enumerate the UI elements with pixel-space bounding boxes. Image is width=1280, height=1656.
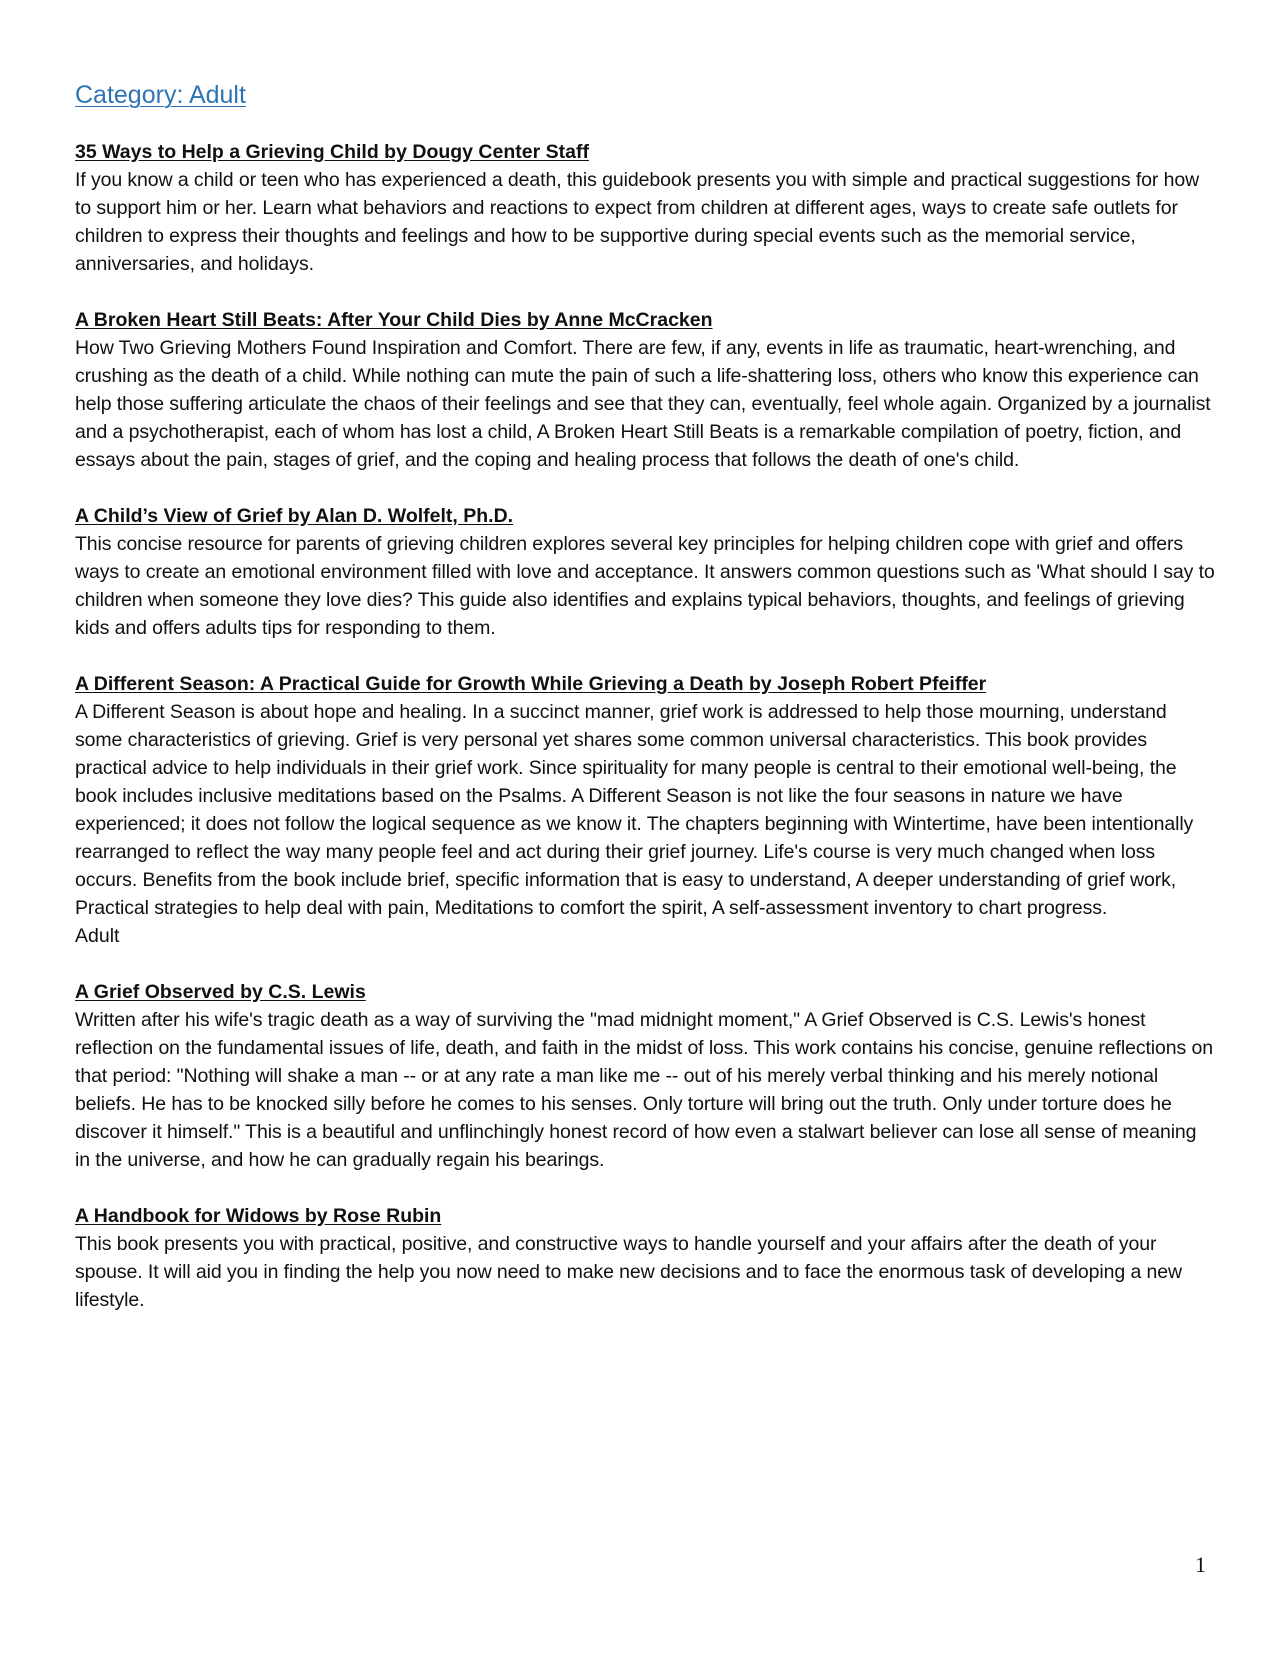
book-entry-3	[75, 502, 1215, 642]
book-audience-note: Adult	[75, 925, 120, 947]
book-entry-4	[75, 670, 1215, 950]
book-title: A Different Season: A Practical Guide for Growth While Grieving a Death by Joseph Robert Pfeiffer	[75, 673, 987, 695]
book-entry-2	[75, 306, 1215, 474]
book-entry-5	[75, 978, 1215, 1174]
document-page	[75, 78, 1215, 1342]
book-description: Written after his wife's tragic death as a way of surviving the "mad midnight moment," A Grief Observed is C.S. Lewis's honest reflection on the fundamental issues of life, death, and faith in the midst of loss. This work contains his concise, genuine reflections on that period: "Nothing will shake a man -- or at any rate a man like me -- out of his merely verbal thinking and his merely notional beliefs. He has to be knocked silly before he comes to his senses. Only torture will bring out the truth. Only under torture does he discover it himself." This is a beautiful and unflinchingly honest record of how even a stalwart believer can lose all sense of meaning in the universe, and how he can gradually regain his bearings.	[75, 1009, 1213, 1171]
book-title: A Grief Observed by C.S. Lewis	[75, 981, 366, 1003]
category-heading: Category: Adult	[75, 81, 246, 109]
book-title: 35 Ways to Help a Grieving Child by Dougy Center Staff	[75, 141, 589, 163]
book-description: This book presents you with practical, positive, and constructive ways to handle yourself and your affairs after the death of your spouse. It will aid you in finding the help you now need to make new decisions and to face the enormous task of developing a new lifestyle.	[75, 1233, 1182, 1311]
book-description: How Two Grieving Mothers Found Inspiration and Comfort. There are few, if any, events in life as traumatic, heart-wrenching, and crushing as the death of a child. While nothing can mute the pain of such a life-shattering loss, others who know this experience can help those suffering articulate the chaos of their feelings and see that they can, eventually, feel whole again. Organized by a journalist and a psychotherapist, each of whom has lost a child, A Broken Heart Still Beats is a remarkable compilation of poetry, fiction, and essays about the pain, stages of grief, and the coping and healing process that follows the death of one's child.	[75, 337, 1211, 471]
book-title: A Child’s View of Grief by Alan D. Wolfelt, Ph.D.	[75, 505, 514, 527]
book-title: A Broken Heart Still Beats: After Your Child Dies by Anne McCracken	[75, 309, 713, 331]
book-description: If you know a child or teen who has experienced a death, this guidebook presents you with simple and practical suggestions for how to support him or her. Learn what behaviors and reactions to expect from children at different ages, ways to create safe outlets for children to express their thoughts and feelings and how to be supportive during special events such as the memorial service, anniversaries, and holidays.	[75, 169, 1200, 275]
book-title: A Handbook for Widows by Rose Rubin	[75, 1205, 442, 1227]
book-description: A Different Season is about hope and healing. In a succinct manner, grief work is addressed to help those mourning, understand some characteristics of grieving. Grief is very personal yet shares some common universal characteristics. This book provides practical advice to help individuals in their grief work. Since spirituality for many people is central to their emotional well-being, the book includes inclusive meditations based on the Psalms. A Different Season is not like the four seasons in nature we have experienced; it does not follow the logical sequence as we know it. The chapters beginning with Wintertime, have been intentionally rearranged to reflect the way many people feel and act during their grief journey. Life's course is very much changed when loss occurs. Benefits from the book include brief, specific information that is easy to understand, A deeper understanding of grief work, Practical strategies to help deal with pain, Meditations to comfort the spirit, A self-assessment inventory to chart progress.	[75, 701, 1194, 919]
page-number: 1	[1195, 1552, 1206, 1577]
book-entry-1	[75, 138, 1215, 278]
book-description: This concise resource for parents of grieving children explores several key principles for helping children cope with grief and offers ways to create an emotional environment filled with love and acceptance. It answers common questions such as 'What should I say to children when someone they love dies? This guide also identifies and explains typical behaviors, thoughts, and feelings of grieving kids and offers adults tips for responding to them.	[75, 533, 1215, 639]
book-entry-6	[75, 1202, 1215, 1314]
